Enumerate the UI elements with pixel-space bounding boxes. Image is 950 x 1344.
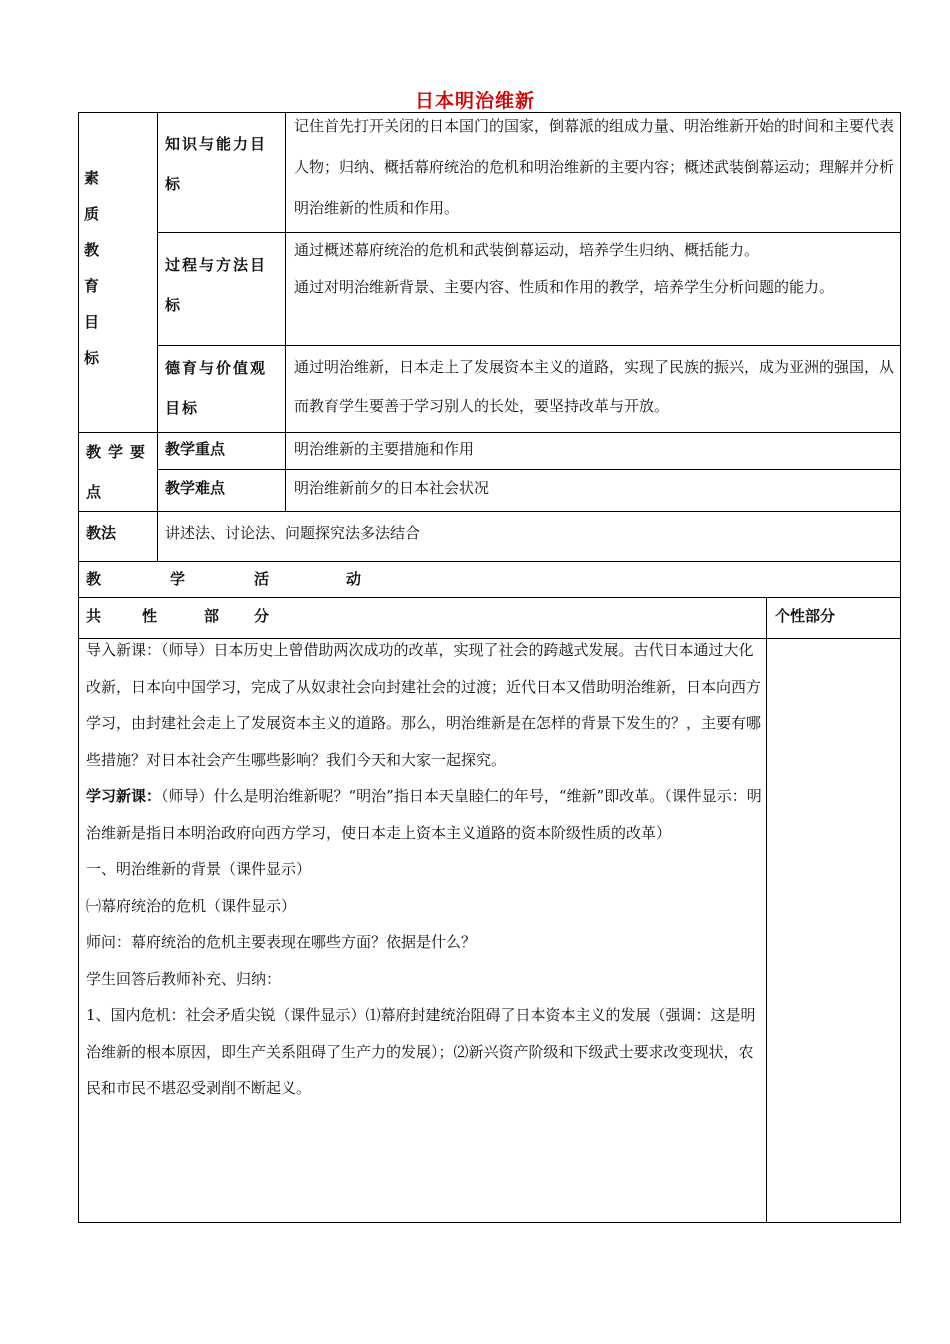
lesson-plan-table: 素 质 教 育 目 标 知识与能力目标 记住首先打开关闭的日本国门的国家，倒幕派的组成力量、明治维新开始的时间和主要代表人物；归纳、概括幕府统治的危机和明治维新的主要内容；概述武装倒幕运动；理解并分析明治维新的性质和作用。 过程与方法目标 通过概述幕府统治的危机和武装倒幕运动，培养学生归纳、概括能力。 通过对明治维新背景、主要内容、性质和作用的教学，培养学生分析问题的能力。 德育与价值观目标 通过明治维新，日本走上了发展资本主义的道路，实现了民族的振兴，成为亚洲的强国，从而教育学生要善于学习别人的长处，要坚持改革与开放。 教学要点 教学重点 明治维新的主要措施和作用 教学难点 明治维新前夕的日本社会状况 教法 讲述法、讨论法、问题探究法多法结合 教 学 活 动 共 性 部 分 个性部分 导入新课：（师导）日本历史上曾借助两次成功的改革，实现了社会的跨越式发展。古代日本通过大化改新，日本向中国学习，完成了从奴隶社会向封建社会的过渡；近代日本又借助明治维新，日本向西方学习，由封建社会走上了发展资本主义的道路。那么，明治维新是在怎样的背景下发生的？，主要有哪些措施？对日本社会产生哪些影响？我们今天和大家一起探究。 学习新课：（师导）什么是明治维新呢？“明治”指日本天皇睦仁的年号，“维新”即改革。（课件显示：明治维新是指日本明治政府向西方学习，使日本走上资本主义道路的资本阶级性质的改革） 一、明治维新的背景（课件显示） ㈠幕府统治的危机（课件显示） 师问：幕府统治的危机主要表现在哪些方面？依据是什么？ 学生回答后教师补充、归纳： 1、国内危机：社会矛盾尖锐（课件显示）⑴幕府封建统治阻碍了日本资本主义的发展（强调：这是明治维新的根本原因，即生产关系阻碍了生产力的发展）；⑵新兴资产阶级和下级武士要求改变现状，农民和市民不堪忍受剥削不断起义。	[0, 0, 950, 1344]
focus-content: 明治维新的主要措施和作用	[294, 440, 475, 458]
key-points-label: 教学要点	[86, 443, 153, 501]
section-background: 一、明治维新的背景（课件显示）	[86, 860, 312, 878]
objective-content-process: 通过概述幕府统治的危机和武装倒幕运动，培养学生归纳、概括能力。 通过对明治维新背景、主要内容、性质和作用的教学，培养学生分析问题的能力。	[294, 241, 835, 296]
objective-label-values: 德育与价值观目标	[165, 359, 268, 417]
teacher-question: 师问：幕府统治的危机主要表现在哪些方面？依据是什么？	[86, 933, 477, 951]
lesson-body	[86, 632, 762, 1107]
page-title: 日本明治维新	[414, 90, 535, 112]
difficulty-label: 教学难点	[165, 479, 226, 497]
method-content: 讲述法、讨论法、问题探究法多法结合	[165, 524, 421, 542]
individual-part-header: 个性部分	[775, 607, 836, 625]
objectives-side-label: 素 质 教 育 目 标	[84, 169, 100, 367]
objective-label-knowledge: 知识与能力目标	[165, 135, 268, 193]
objective-content-values: 通过明治维新，日本走上了发展资本主义的道路，实现了民族的振兴，成为亚洲的强国，从而教育学生要善于学习别人的长处，要坚持改革与开放。	[294, 358, 895, 415]
intro-paragraph: 导入新课：（师导）日本历史上曾借助两次成功的改革，实现了社会的跨越式发展。古代日本通过大化改新，日本向中国学习，完成了从奴隶社会向封建社会的过渡；近代日本又借助明治维新，日本向西方学习，由封建社会走上了发展资本主义的道路。那么，明治维新是在怎样的背景下发生的？，主要有哪些措施？对日本社会产生哪些影响？我们今天和大家一起探究。	[86, 641, 762, 769]
study-paragraph: 学习新课：（师导）什么是明治维新呢？“明治”指日本天皇睦仁的年号，“维新”即改革。（课件显示：明治维新是指日本明治政府向西方学习，使日本走上资本主义道路的资本阶级性质的改革）	[86, 787, 762, 842]
focus-label: 教学重点	[165, 440, 226, 458]
objective-label-process: 过程与方法目标	[165, 256, 268, 314]
objective-content-knowledge: 记住首先打开关闭的日本国门的国家，倒幕派的组成力量、明治维新开始的时间和主要代表人物；归纳、概括幕府统治的危机和明治维新的主要内容；概述武装倒幕运动；理解并分析明治维新的性质和作用。	[294, 117, 895, 217]
method-label: 教法	[86, 524, 117, 542]
domestic-crisis: 1、国内危机：社会矛盾尖锐（课件显示）⑴幕府封建统治阻碍了日本资本主义的发展（强调：这是明治维新的根本原因，即生产关系阻碍了生产力的发展）；⑵新兴资产阶级和下级武士要求改变现状，农民和市民不堪忍受剥削不断起义。	[86, 1006, 756, 1097]
section-crisis: ㈠幕府统治的危机（课件显示）	[86, 896, 297, 915]
student-answer: 学生回答后教师补充、归纳：	[86, 969, 282, 988]
difficulty-content: 明治维新前夕的日本社会状况	[294, 479, 490, 497]
